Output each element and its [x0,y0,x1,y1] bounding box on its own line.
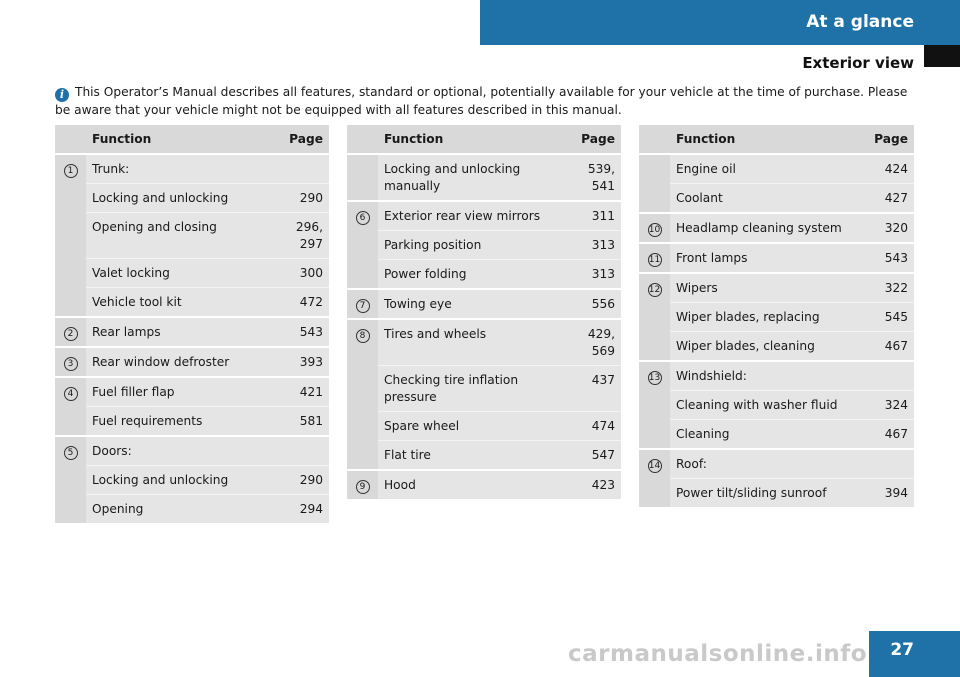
page-reference-cell: 393 [275,348,329,378]
number-column-header [55,125,86,155]
table-row [347,290,621,320]
item-number-badge: 12 [648,285,661,295]
page-reference-cell: 472 [275,288,329,318]
item-number-badge: 6 [356,211,370,225]
function-cell: Fuel requirements [86,407,275,437]
table-row [639,155,914,184]
function-cell: Flat tire [378,441,567,471]
table-header-row [347,125,621,155]
table-row [347,155,621,202]
table-header-row [55,125,329,155]
page-column-header: Page [275,125,329,155]
function-cell: Trunk: [86,155,275,184]
page-reference-cell [275,437,329,466]
function-cell: Opening and closing [86,213,275,259]
function-cell: Windshield: [670,362,860,391]
function-column-header: Function [670,125,860,155]
function-cell: Valet locking [86,259,275,288]
page-reference-cell: 556 [567,290,621,320]
table-row [55,407,329,437]
page-reference-cell: 296, 297 [275,213,329,259]
item-number-cell [55,155,86,318]
item-number-cell [639,244,670,274]
page-number-box [869,631,960,677]
function-cell: Cleaning with washer fluid [670,391,860,420]
page-reference-cell [860,362,914,391]
number-column-header [347,125,378,155]
table-row [639,274,914,303]
function-cell: Fuel filler flap [86,378,275,407]
table-row [55,466,329,495]
table-row [639,391,914,420]
page-reference-cell: 474 [567,412,621,441]
function-cell: Checking tire inflation pressure [378,366,567,412]
table-row [347,320,621,366]
page-reference-cell: 320 [860,214,914,244]
function-column-header: Function [86,125,275,155]
function-table-2 [347,125,621,501]
function-cell: Wipers [670,274,860,303]
item-number-badge: 4 [64,387,78,401]
table-row [55,155,329,184]
page-reference-cell: 423 [567,471,621,501]
page-number: 27 [890,640,914,660]
item-number-cell [639,450,670,509]
page-reference-cell: 313 [567,231,621,260]
table-row [639,184,914,214]
number-column-header [639,125,670,155]
function-cell: Parking position [378,231,567,260]
page-reference-cell: 424 [860,155,914,184]
item-number-cell [347,320,378,471]
function-cell: Roof: [670,450,860,479]
page-reference-cell [275,155,329,184]
page-reference-cell: 290 [275,466,329,495]
table-row [347,231,621,260]
table-row [639,303,914,332]
table-row [347,412,621,441]
function-cell: Vehicle tool kit [86,288,275,318]
table-row [639,244,914,274]
page-reference-cell: 539, 541 [567,155,621,202]
table-row [639,479,914,509]
item-number-badge: 8 [356,329,370,343]
section-header-bar [480,0,960,45]
info-icon: i [55,88,69,102]
page-reference-cell: 421 [275,378,329,407]
page-reference-cell: 300 [275,259,329,288]
item-number-cell [347,155,378,202]
function-cell: Headlamp cleaning system [670,214,860,244]
page-reference-cell: 311 [567,202,621,231]
info-note [55,84,915,119]
page-reference-cell: 543 [275,318,329,348]
item-number-cell [347,471,378,501]
page-reference-cell: 545 [860,303,914,332]
page-reference-cell: 294 [275,495,329,525]
table-header-row [639,125,914,155]
page-column-header: Page [567,125,621,155]
item-number-cell [55,318,86,348]
table-row [55,437,329,466]
table-row [347,441,621,471]
table-row [639,420,914,450]
page-reference-cell: 427 [860,184,914,214]
page-column-header: Page [860,125,914,155]
page-reference-cell: 313 [567,260,621,290]
item-number-badge: 7 [356,299,370,313]
function-cell: Wiper blades, cleaning [670,332,860,362]
page-reference-cell: 437 [567,366,621,412]
table-row [55,495,329,525]
table-row [639,450,914,479]
item-number-cell [347,290,378,320]
function-column-header: Function [378,125,567,155]
table-row [639,332,914,362]
item-number-cell [347,202,378,290]
item-number-cell [55,378,86,437]
page-reference-cell [860,450,914,479]
function-table-1 [55,125,329,525]
function-cell: Doors: [86,437,275,466]
item-number-cell [55,348,86,378]
function-cell: Tires and wheels [378,320,567,366]
table-row [347,471,621,501]
table-row [347,260,621,290]
item-number-badge: 1 [64,164,78,178]
function-cell: Rear lamps [86,318,275,348]
page-reference-cell: 324 [860,391,914,420]
page-subtitle: Exterior view [802,54,914,72]
item-number-badge: 2 [64,327,78,341]
page-reference-cell: 322 [860,274,914,303]
function-cell: Towing eye [378,290,567,320]
header-accent-block [924,45,960,67]
table-row [639,362,914,391]
item-number-badge: 9 [356,480,370,494]
function-cell: Opening [86,495,275,525]
function-cell: Front lamps [670,244,860,274]
page-reference-cell: 547 [567,441,621,471]
item-number-cell [55,437,86,525]
table-row [55,348,329,378]
item-number-cell [639,214,670,244]
function-cell: Wiper blades, replacing [670,303,860,332]
page-reference-cell: 581 [275,407,329,437]
function-cell: Locking and unlocking [86,466,275,495]
table-row [55,184,329,213]
function-cell: Engine oil [670,155,860,184]
table-row [55,259,329,288]
table-row [55,378,329,407]
function-cell: Power folding [378,260,567,290]
watermark: carmanualsonline.info [568,641,868,667]
function-cell: Coolant [670,184,860,214]
table-row [55,288,329,318]
info-note-text: This Operator’s Manual describes all features, standard or optional, potentially available for your vehicle at the time of purchase. Please be aware that your vehicle might not be equipped with all features described in this manual. [55,85,908,117]
function-cell: Cleaning [670,420,860,450]
table-row [639,214,914,244]
function-table-3 [639,125,914,509]
item-number-badge: 11 [648,255,661,265]
section-title: At a glance [806,12,914,32]
page-reference-cell: 467 [860,420,914,450]
table-row [347,202,621,231]
page-reference-cell: 394 [860,479,914,509]
table-row [55,318,329,348]
function-cell: Power tilt/sliding sunroof [670,479,860,509]
function-cell: Rear window defroster [86,348,275,378]
item-number-badge: 3 [64,357,78,371]
function-cell: Locking and unlocking manually [378,155,567,202]
page-reference-cell: 467 [860,332,914,362]
item-number-cell [639,155,670,214]
table-row [55,213,329,259]
function-cell: Hood [378,471,567,501]
function-cell: Locking and unlocking [86,184,275,213]
item-number-badge: 13 [648,373,661,383]
table-row [347,366,621,412]
page-reference-cell: 290 [275,184,329,213]
function-cell: Exterior rear view mirrors [378,202,567,231]
item-number-badge: 5 [64,446,78,460]
function-cell: Spare wheel [378,412,567,441]
item-number-badge: 14 [648,461,661,471]
page-reference-cell: 429, 569 [567,320,621,366]
item-number-cell [639,274,670,362]
item-number-badge: 10 [648,225,661,235]
page-reference-cell: 543 [860,244,914,274]
item-number-cell [639,362,670,450]
